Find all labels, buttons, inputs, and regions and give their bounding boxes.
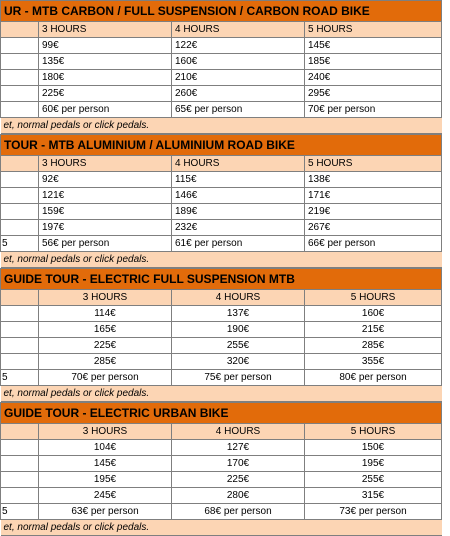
table-row [1, 504, 442, 520]
row-label [1, 338, 39, 354]
section-note: et, normal pedals or click pedals. [1, 386, 442, 402]
price-table-electric-urban [0, 402, 442, 536]
row-label [1, 54, 39, 70]
table-row [1, 70, 442, 86]
price-cell: 195€ [39, 472, 172, 488]
price-table-electric-full-suspension [0, 268, 442, 402]
header-4-hours: 4 HOURS [172, 156, 305, 172]
section-title-row [1, 403, 442, 424]
price-cell: 92€ [39, 172, 172, 188]
price-cell: 70€ per person [39, 370, 172, 386]
row-label [1, 488, 39, 504]
section-title-row [1, 1, 442, 22]
price-cell: 56€ per person [39, 236, 172, 252]
price-cell: 114€ [39, 306, 172, 322]
price-cell: 245€ [39, 488, 172, 504]
table-row [1, 38, 442, 54]
table-row [1, 338, 442, 354]
header-5-hours: 5 HOURS [305, 22, 442, 38]
price-cell: 127€ [172, 440, 305, 456]
table-row [1, 54, 442, 70]
note-row [1, 118, 442, 134]
price-cell: 73€ per person [305, 504, 442, 520]
price-cell: 159€ [39, 204, 172, 220]
price-cell: 121€ [39, 188, 172, 204]
row-label [1, 306, 39, 322]
table-row [1, 354, 442, 370]
price-cell: 355€ [305, 354, 442, 370]
price-cell: 280€ [172, 488, 305, 504]
table-row [1, 204, 442, 220]
price-cell: 285€ [39, 354, 172, 370]
price-cell: 255€ [172, 338, 305, 354]
price-cell: 267€ [305, 220, 442, 236]
row-label [1, 188, 39, 204]
section-note: et, normal pedals or click pedals. [1, 118, 442, 134]
row-label-cell [1, 156, 39, 172]
price-cell: 70€ per person [305, 102, 442, 118]
header-3-hours: 3 HOURS [39, 22, 172, 38]
price-cell: 189€ [172, 204, 305, 220]
price-table-mtb-aluminium [0, 134, 442, 268]
row-label [1, 472, 39, 488]
row-label-cell [1, 22, 39, 38]
price-cell: 160€ [305, 306, 442, 322]
price-cell: 240€ [305, 70, 442, 86]
price-cell: 80€ per person [305, 370, 442, 386]
price-cell: 215€ [305, 322, 442, 338]
price-cell: 150€ [305, 440, 442, 456]
price-cell: 195€ [305, 456, 442, 472]
header-5-hours: 5 HOURS [305, 290, 442, 306]
row-label: 5 [1, 236, 39, 252]
price-cell: 137€ [172, 306, 305, 322]
price-cell: 138€ [305, 172, 442, 188]
price-cell: 255€ [305, 472, 442, 488]
row-label [1, 322, 39, 338]
price-cell: 75€ per person [172, 370, 305, 386]
header-5-hours: 5 HOURS [305, 156, 442, 172]
price-cell: 63€ per person [39, 504, 172, 520]
header-4-hours: 4 HOURS [172, 22, 305, 38]
section-note: et, normal pedals or click pedals. [1, 520, 442, 536]
price-cell: 145€ [39, 456, 172, 472]
note-row [1, 386, 442, 402]
price-cell: 160€ [172, 54, 305, 70]
table-row [1, 440, 442, 456]
price-cell: 210€ [172, 70, 305, 86]
header-3-hours: 3 HOURS [39, 424, 172, 440]
table-row [1, 236, 442, 252]
price-cell: 285€ [305, 338, 442, 354]
table-row [1, 220, 442, 236]
price-cell: 260€ [172, 86, 305, 102]
row-label [1, 220, 39, 236]
price-cell: 61€ per person [172, 236, 305, 252]
table-row [1, 86, 442, 102]
header-4-hours: 4 HOURS [172, 290, 305, 306]
section-title: GUIDE TOUR - ELECTRIC URBAN BIKE [1, 403, 442, 424]
price-cell: 219€ [305, 204, 442, 220]
price-cell: 146€ [172, 188, 305, 204]
price-cell: 190€ [172, 322, 305, 338]
row-label-cell [1, 424, 39, 440]
section-note: et, normal pedals or click pedals. [1, 252, 442, 268]
duration-header-row [1, 156, 442, 172]
price-cell: 60€ per person [39, 102, 172, 118]
price-cell: 320€ [172, 354, 305, 370]
row-label [1, 70, 39, 86]
price-cell: 197€ [39, 220, 172, 236]
note-row [1, 520, 442, 536]
row-label: 5 [1, 370, 39, 386]
price-cell: 225€ [39, 338, 172, 354]
price-cell: 232€ [172, 220, 305, 236]
price-cell: 225€ [39, 86, 172, 102]
section-title-row [1, 269, 442, 290]
note-row [1, 252, 442, 268]
duration-header-row [1, 290, 442, 306]
price-cell: 180€ [39, 70, 172, 86]
price-cell: 104€ [39, 440, 172, 456]
section-title: GUIDE TOUR - ELECTRIC FULL SUSPENSION MTB [1, 269, 442, 290]
section-title: TOUR - MTB ALUMINIUM / ALUMINIUM ROAD BIKE [1, 135, 442, 156]
header-3-hours: 3 HOURS [39, 290, 172, 306]
price-cell: 145€ [305, 38, 442, 54]
price-cell: 66€ per person [305, 236, 442, 252]
row-label [1, 440, 39, 456]
row-label-cell [1, 290, 39, 306]
table-row [1, 188, 442, 204]
header-5-hours: 5 HOURS [305, 424, 442, 440]
price-cell: 171€ [305, 188, 442, 204]
row-label [1, 172, 39, 188]
price-cell: 225€ [172, 472, 305, 488]
price-cell: 315€ [305, 488, 442, 504]
section-title: UR - MTB CARBON / FULL SUSPENSION / CARBON ROAD BIKE [1, 1, 442, 22]
price-table-mtb-carbon [0, 0, 442, 134]
price-cell: 170€ [172, 456, 305, 472]
price-cell: 295€ [305, 86, 442, 102]
price-cell: 115€ [172, 172, 305, 188]
row-label [1, 102, 39, 118]
table-row [1, 322, 442, 338]
price-cell: 135€ [39, 54, 172, 70]
duration-header-row [1, 424, 442, 440]
table-row [1, 102, 442, 118]
row-label [1, 38, 39, 54]
table-row [1, 370, 442, 386]
duration-header-row [1, 22, 442, 38]
table-row [1, 456, 442, 472]
table-row [1, 488, 442, 504]
table-row [1, 172, 442, 188]
price-cell: 122€ [172, 38, 305, 54]
price-cell: 185€ [305, 54, 442, 70]
table-row [1, 472, 442, 488]
row-label: 5 [1, 504, 39, 520]
row-label [1, 456, 39, 472]
section-title-row [1, 135, 442, 156]
table-row [1, 306, 442, 322]
row-label [1, 354, 39, 370]
row-label [1, 204, 39, 220]
price-cell: 65€ per person [172, 102, 305, 118]
price-cell: 68€ per person [172, 504, 305, 520]
header-3-hours: 3 HOURS [39, 156, 172, 172]
row-label [1, 86, 39, 102]
header-4-hours: 4 HOURS [172, 424, 305, 440]
price-cell: 165€ [39, 322, 172, 338]
price-cell: 99€ [39, 38, 172, 54]
